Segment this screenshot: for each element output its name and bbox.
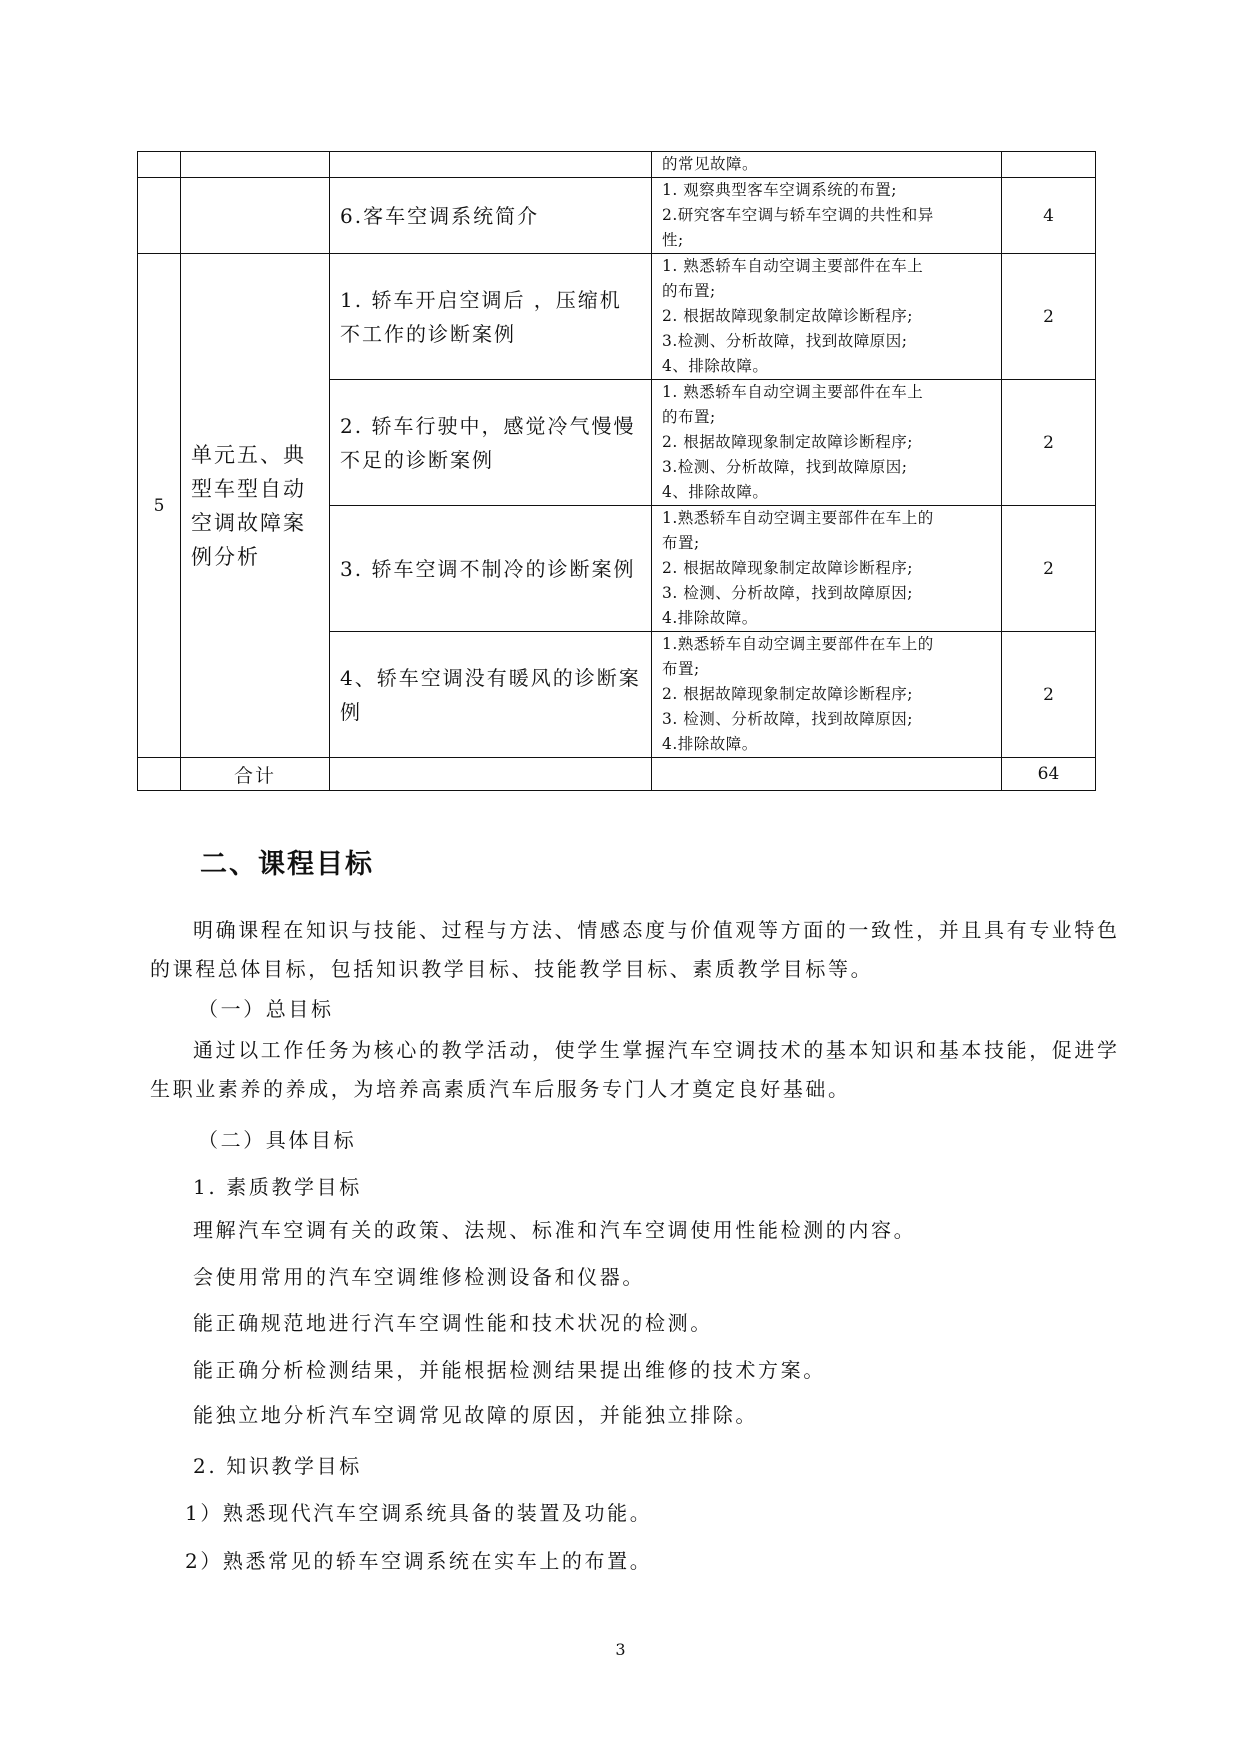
page-number: 3 — [615, 1640, 626, 1659]
requirement-line: 2. 根据故障现象制定故障诊断程序; — [662, 559, 913, 577]
task-cell: 1. 轿车开启空调后 ，压缩机不工作的诊断案例 — [330, 254, 652, 380]
hours-cell: 4 — [1002, 178, 1096, 254]
requirement-cell — [652, 632, 1002, 758]
requirement-line: 4.排除故障。 — [662, 609, 758, 627]
requirement-line: 1. 熟悉轿车自动空调主要部件在车上 — [662, 257, 924, 275]
requirement-cell — [652, 178, 1002, 254]
requirement-line: 的布置; — [662, 282, 716, 300]
quality-goal-item: 能正确分析检测结果，并能根据检测结果提出维修的技术方案。 — [193, 1358, 826, 1382]
requirement-line: 3.检测、分析故障，找到故障原因; — [662, 332, 908, 350]
section-heading: 二、课程目标 — [200, 849, 374, 880]
requirement-cell — [652, 254, 1002, 380]
table-row — [138, 178, 1096, 254]
subheading-knowledge-goals: 2. 知识教学目标 — [193, 1454, 362, 1478]
task-cell: 4、轿车空调没有暖风的诊断案例 — [330, 632, 652, 758]
task-cell: 2. 轿车行驶中，感觉冷气慢慢不足的诊断案例 — [330, 380, 652, 506]
course-schedule-table — [137, 151, 1096, 791]
intro-paragraph-line: 明确课程在知识与技能、过程与方法、情感态度与价值观等方面的一致性，并且具有专业特色 — [193, 918, 1120, 942]
hours-cell: 2 — [1002, 254, 1096, 380]
subheading-quality-goals: 1. 素质教学目标 — [193, 1175, 362, 1199]
requirement-line: 4.排除故障。 — [662, 735, 758, 753]
goal-paragraph-line: 生职业素养的养成，为培养高素质汽车后服务专门人才奠定良好基础。 — [150, 1077, 851, 1101]
total-hours: 64 — [1002, 758, 1096, 791]
requirement-line: 3. 检测、分析故障，找到故障原因; — [662, 584, 913, 602]
requirement-cell — [652, 380, 1002, 506]
requirement-line: 3.检测、分析故障，找到故障原因; — [662, 458, 908, 476]
requirement-line: 4、排除故障。 — [662, 483, 769, 501]
table-row — [138, 152, 1096, 178]
knowledge-goal-item: 2）熟悉常见的轿车空调系统在实车上的布置。 — [185, 1549, 653, 1573]
requirement-line: 1. 熟悉轿车自动空调主要部件在车上 — [662, 383, 924, 401]
requirement-cell — [652, 506, 1002, 632]
hours-cell: 2 — [1002, 506, 1096, 632]
requirement-cell — [652, 758, 1002, 791]
row-number-cell — [138, 152, 181, 178]
hours-cell: 2 — [1002, 632, 1096, 758]
task-cell: 3. 轿车空调不制冷的诊断案例 — [330, 506, 652, 632]
knowledge-goal-item: 1）熟悉现代汽车空调系统具备的装置及功能。 — [185, 1501, 653, 1525]
unit-cell — [181, 152, 330, 178]
requirement-line: 1.熟悉轿车自动空调主要部件在车上的 — [662, 635, 934, 653]
intro-paragraph-line: 的课程总体目标，包括知识教学目标、技能教学目标、素质教学目标等。 — [150, 957, 874, 981]
quality-goal-item: 会使用常用的汽车空调维修检测设备和仪器。 — [193, 1265, 645, 1289]
goal-paragraph-line: 通过以工作任务为核心的教学活动，使学生掌握汽车空调技术的基本知识和基本技能，促进学 — [193, 1038, 1120, 1062]
requirement-cell — [652, 152, 1002, 178]
unit-cell — [181, 178, 330, 254]
task-cell — [330, 758, 652, 791]
unit-cell: 单元五、典型车型自动空调故障案例分析 — [181, 254, 330, 758]
requirement-line: 4、排除故障。 — [662, 357, 769, 375]
requirement-line: 1.熟悉轿车自动空调主要部件在车上的 — [662, 509, 934, 527]
requirement-line: 2. 根据故障现象制定故障诊断程序; — [662, 433, 913, 451]
requirement-line: 2. 根据故障现象制定故障诊断程序; — [662, 307, 913, 325]
quality-goal-item: 理解汽车空调有关的政策、法规、标准和汽车空调使用性能检测的内容。 — [193, 1218, 917, 1242]
subheading-general-goal: （一）总目标 — [198, 997, 334, 1021]
row-number-cell: 5 — [138, 254, 181, 758]
requirement-line: 2.研究客车空调与轿车空调的共性和异 — [662, 206, 934, 224]
table-total-row — [138, 758, 1096, 791]
hours-cell — [1002, 152, 1096, 178]
task-cell: 6.客车空调系统简介 — [330, 178, 652, 254]
row-number-cell — [138, 758, 181, 791]
requirement-line: 1. 观察典型客车空调系统的布置; — [662, 181, 897, 199]
task-cell — [330, 152, 652, 178]
total-label: 合计 — [181, 758, 330, 791]
row-number-cell — [138, 178, 181, 254]
requirement-line: 性; — [662, 231, 684, 249]
requirement-line: 布置; — [662, 660, 700, 678]
table-row — [138, 254, 1096, 380]
requirement-line: 2. 根据故障现象制定故障诊断程序; — [662, 685, 913, 703]
subheading-specific-goals: （二）具体目标 — [198, 1128, 357, 1152]
requirement-line: 的布置; — [662, 408, 716, 426]
requirement-line: 的常见故障。 — [662, 155, 759, 173]
quality-goal-item: 能正确规范地进行汽车空调性能和技术状况的检测。 — [193, 1311, 713, 1335]
requirement-line: 3. 检测、分析故障，找到故障原因; — [662, 710, 913, 728]
quality-goal-item: 能独立地分析汽车空调常见故障的原因，并能独立排除。 — [193, 1403, 758, 1427]
requirement-line: 布置; — [662, 534, 700, 552]
hours-cell: 2 — [1002, 380, 1096, 506]
